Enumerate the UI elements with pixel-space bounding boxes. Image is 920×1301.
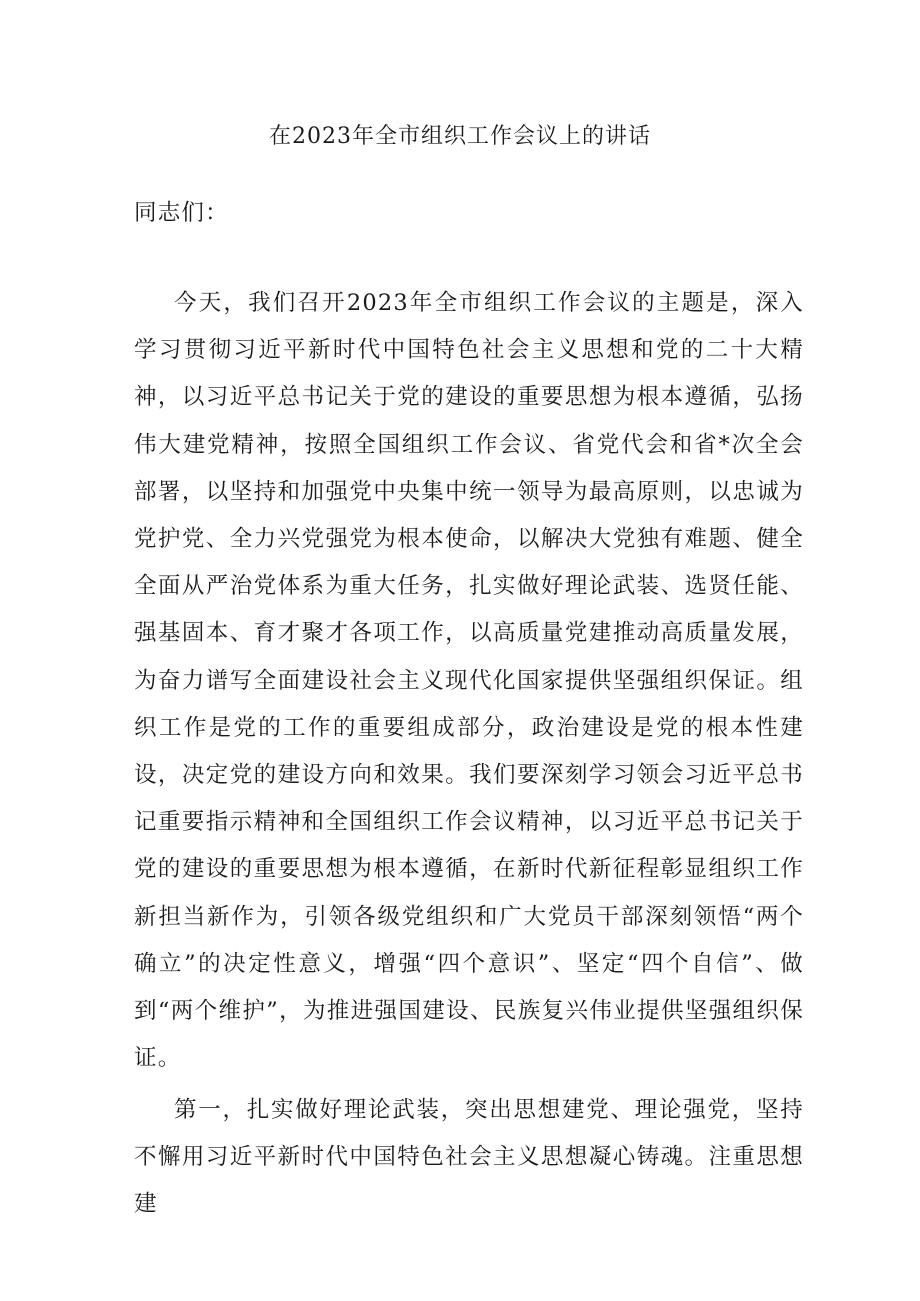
paragraph-first-point: 第一，扎实做好理论武装，突出思想建党、理论强党，坚持不懈用习近平新时代中国特色社会主义思想凝心铸魂。注重思想建 [134,1097,804,1218]
paragraph-intro: 今天，我们召开2023年全市组织工作会议的主题是，深入学习贯彻习近平新时代中国特色社会主义思想和党的二十大精神，以习近平总书记关于党的建设的重要思想为根本遵循，弘扬伟大建党精神，按照全国组织工作会议、省党代会和省*次全会部署，以坚持和加强党中央集中统一领导为最高原则，以忠诚为党护党、全力兴党强党为根本使命，以解决大党独有难题、健全全面从严治党体系为重大任务，扎实做好理论武装、选贤任能、强基固本、育才聚才各项工作，以高质量党建推动高质量发展，为奋力谱写全面建设社会主义现代化国家提供坚强组织保证。组织工作是党的工作的重要组成部分，政治建设是党的根本性建设，决定党的建设方向和效果。我们要深刻学习领会习近平总书记重要指示精神和全国组织工作会议精神，以习近平总书记关于党的建设的重要思想为根本遵循，在新时代新征程彰显组织工作新担当新作为，引领各级党组织和广大党员干部深刻领悟“两个确立”的决定性意义，增强“四个意识”、坚定“四个自信”、做到“两个维护”，为推进强国建设、民族复兴伟业提供坚强组织保证。 [134,290,804,1072]
document-title: 在2023年全市组织工作会议上的讲话 [269,124,651,149]
salutation: 同志们： [134,200,229,226]
